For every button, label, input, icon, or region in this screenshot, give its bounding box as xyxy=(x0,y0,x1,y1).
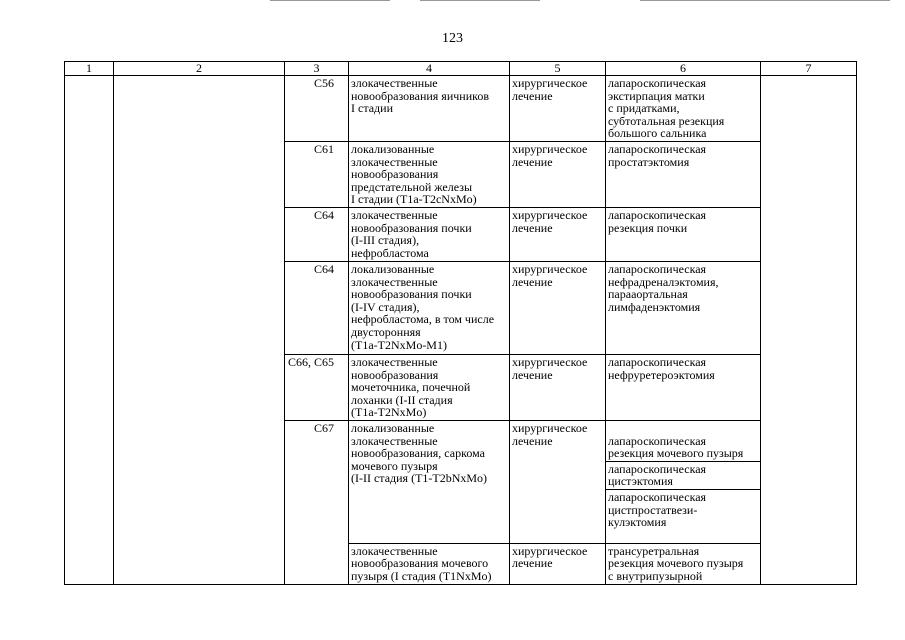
code-cell: C66, C65 xyxy=(285,355,349,421)
method-cell: лапароскопическая нефрадреналэктомия, парааортальная лимфаденэктомия xyxy=(606,262,761,355)
treatment-cell: хирургическое лечение xyxy=(510,262,606,355)
code-cell: C67 xyxy=(285,421,349,585)
top-rule-left xyxy=(270,0,390,1)
diagnosis-cell: злокачественные новообразования яичников I стадии xyxy=(349,76,510,142)
medical-table xyxy=(64,61,857,585)
diagnosis-cell: локализованные злокачественные новообразования почки (I-IV стадия), нефробластома, в том числе двусторонняя (T1a-T2NxMo-M1) xyxy=(349,262,510,355)
treatment-cell: хирургическое лечение xyxy=(510,355,606,421)
method-subcell: лапароскопическая цистэктомия xyxy=(606,461,760,489)
treatment-cell: хирургическое лечение xyxy=(510,543,606,584)
table-row xyxy=(65,76,857,142)
diagnosis-cell: злокачественные новообразования мочеточника, почечной лоханки (I-II стадия (T1a-T2NxMo) xyxy=(349,355,510,421)
method-cell: лапароскопическая простатэктомия xyxy=(606,142,761,208)
method-cell: лапароскопическая нефруретероэктомия xyxy=(606,355,761,421)
col7-cell xyxy=(761,76,857,585)
method-subcell: лапароскопическая цистпростатвези- кулэктомия xyxy=(608,489,707,530)
diagnosis-cell: злокачественные новообразования почки (I-III стадия), нефробластома xyxy=(349,208,510,262)
header-cell-4: 4 xyxy=(349,62,510,76)
diagnosis-cell: злокачественные новообразования мочевого пузыря (I стадия (T1NxMo) xyxy=(349,543,510,584)
col2-cell xyxy=(114,76,285,585)
header-cell-6: 6 xyxy=(606,62,761,76)
treatment-cell: хирургическое лечение xyxy=(510,76,606,142)
header-cell-7: 7 xyxy=(761,62,857,76)
header-cell-2: 2 xyxy=(114,62,285,76)
diagnosis-cell: локализованные злокачественные новообразования предстательной железы I стадии (T1a-T2cNxMo) xyxy=(349,142,510,208)
treatment-cell: хирургическое лечение xyxy=(510,142,606,208)
col1-cell xyxy=(65,76,114,585)
header-cell-5: 5 xyxy=(510,62,606,76)
header-cell-1: 1 xyxy=(65,62,114,76)
method-cell: лапароскопическая экстирпация матки с придатками, субтотальная резекция большого сальника xyxy=(606,76,761,142)
method-cell: лапароскопическая резекция почки xyxy=(606,208,761,262)
method-group xyxy=(606,421,761,544)
code-cell: C64 xyxy=(285,262,349,355)
header-row xyxy=(65,62,857,76)
method-subtable xyxy=(606,434,760,530)
treatment-cell: хирургическое лечение xyxy=(510,208,606,262)
page-number: 123 xyxy=(442,31,463,46)
code-cell: C64 xyxy=(285,208,349,262)
method-cell: трансуретральная резекция мочевого пузыря с внутрипузырной xyxy=(606,543,761,584)
code-cell: C56 xyxy=(285,76,349,142)
treatment-cell: хирургическое лечение xyxy=(510,421,606,544)
diagnosis-cell: локализованные злокачественные новообразования, саркома мочевого пузыря (I-II стадия (T1-T2bNxMo) xyxy=(349,421,510,544)
method-subcell: лапароскопическая резекция мочевого пузыря xyxy=(606,434,760,462)
code-cell: C61 xyxy=(285,142,349,208)
top-rule-mid xyxy=(420,0,540,1)
top-rule-right xyxy=(640,0,890,1)
header-cell-3: 3 xyxy=(285,62,349,76)
